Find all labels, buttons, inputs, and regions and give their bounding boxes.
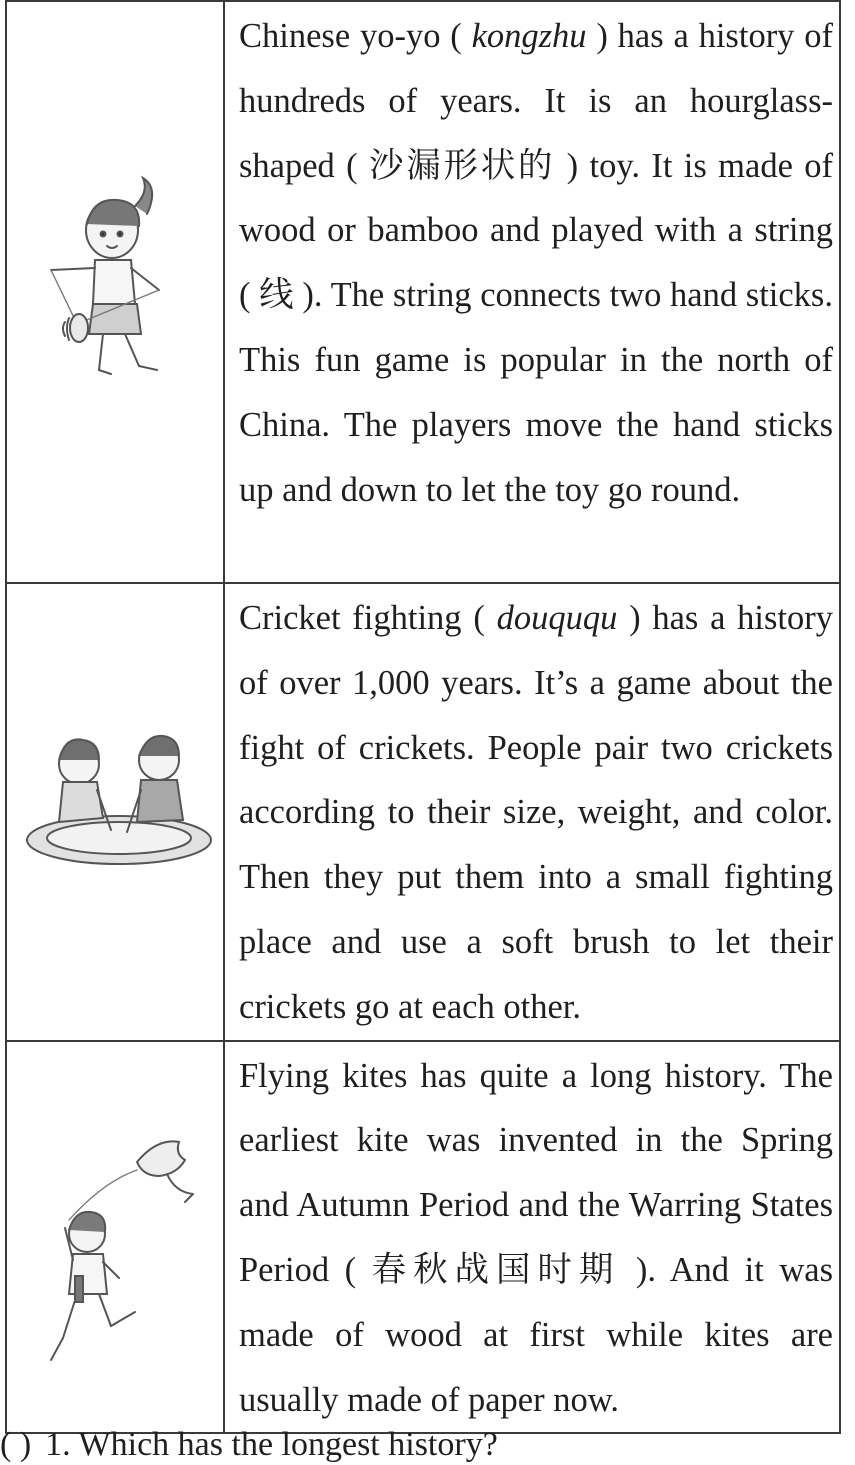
illustration-cell bbox=[6, 1041, 224, 1434]
question-1-text: 1. Which has the longest history? bbox=[45, 1426, 498, 1463]
passage-yo-yo-body: ) has a history of hundreds of years. It is an hourglass-shaped ( 沙漏形状的 ) toy. It is made of wood or bamboo and played with a string ( 线 ). The string connects two hand sticks. This fun game is popular in the north of China. The players move the hand sticks up and down to let the toy go round. bbox=[239, 17, 833, 509]
girl-playing-yo-yo-illustration bbox=[7, 2, 221, 580]
pinyin-kongzhu: kongzhu bbox=[471, 17, 587, 55]
row-yo-yo bbox=[6, 1, 840, 583]
passage-yo-yo-intro: Chinese yo-yo ( bbox=[239, 17, 472, 55]
row-flying-kites bbox=[6, 1041, 840, 1434]
girl-flying-kite-illustration bbox=[7, 1042, 221, 1430]
passage-kites-body: Flying kites has quite a long history. The earliest kite was invented in the Spring and Autumn Period and the Warring States Period ( 春秋战国时期 ). And it was made of wood at first while kites are usually made of paper now. bbox=[239, 1056, 833, 1419]
passage-flying-kites bbox=[224, 1041, 840, 1434]
illustration-cell bbox=[6, 1, 224, 583]
passage-cricket-body: ) has a history of over 1,000 years. It’s a game about the fight of crickets. People pair two crickets according to their size, weight, and color. Then they put them into a small fighting place and use a soft brush to let their crickets go at each other. bbox=[239, 599, 833, 1026]
illustration-cell bbox=[6, 583, 224, 1041]
passage-table bbox=[5, 0, 841, 1434]
answer-blank[interactable]: ( ) bbox=[0, 1426, 32, 1463]
passage-cricket-intro: Cricket fighting ( bbox=[239, 599, 497, 637]
pinyin-douququ: douququ bbox=[496, 599, 618, 637]
question-1 bbox=[0, 1425, 855, 1465]
passage-cricket-fighting bbox=[224, 583, 840, 1041]
two-boys-cricket-fighting-illustration bbox=[7, 584, 221, 1035]
row-cricket-fighting bbox=[6, 583, 840, 1041]
passage-yo-yo bbox=[224, 1, 840, 583]
